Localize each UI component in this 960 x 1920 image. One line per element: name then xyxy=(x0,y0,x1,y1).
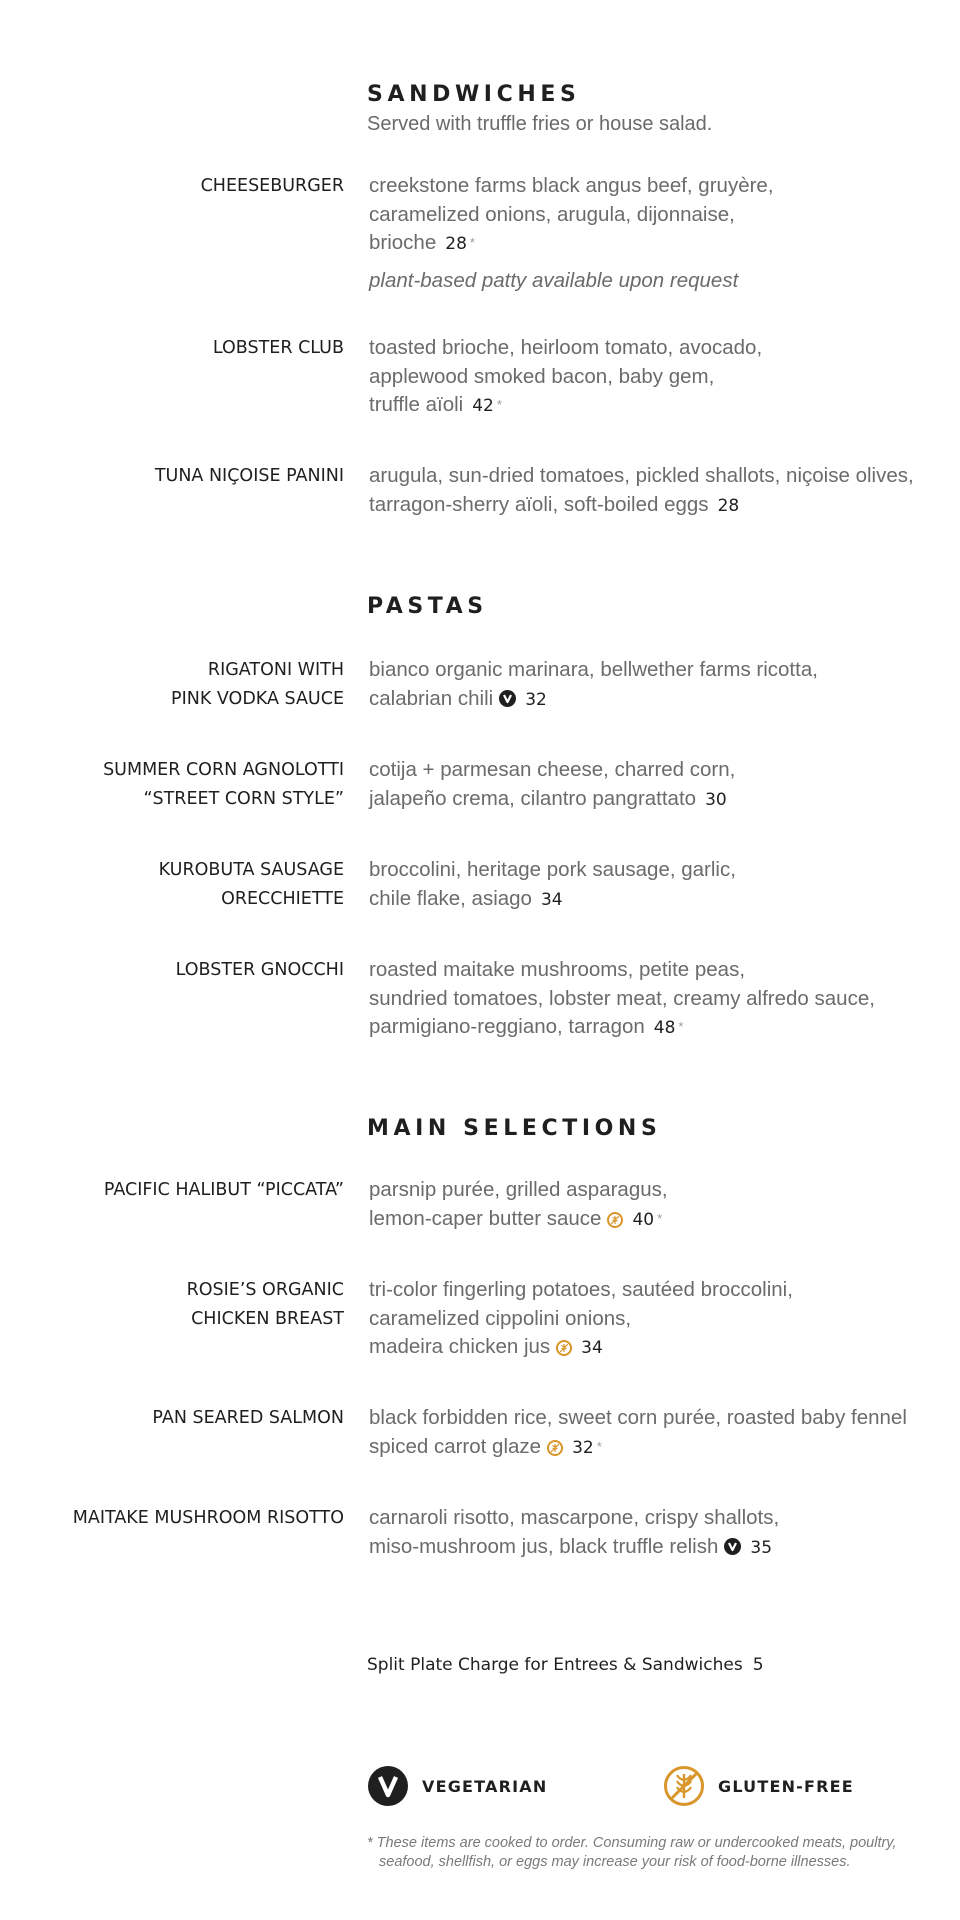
item-desc-line: miso-mushroom jus, black truffle relish xyxy=(369,1534,719,1558)
item-price: 32 xyxy=(525,689,547,710)
item-name xyxy=(24,462,344,491)
item-price: 34 xyxy=(581,1338,603,1359)
item-desc-line: caramelized onions, arugula, dijonnaise, xyxy=(369,202,735,226)
item-name xyxy=(24,856,344,914)
item-name-line: RIGATONI WITH xyxy=(207,660,344,680)
footnote xyxy=(367,1834,957,1872)
footnote-line: * These items are cooked to order. Consuming raw or undercooked meats, poultry, xyxy=(367,1835,897,1851)
item-desc-line: brioche xyxy=(369,231,437,255)
item-name-line: CHICKEN BREAST xyxy=(191,1309,344,1329)
item-name-line: PAN SEARED SALMON xyxy=(152,1408,344,1428)
item-description xyxy=(369,172,954,295)
item-desc-line: truffle aïoli xyxy=(369,393,464,417)
item-desc-line: toasted brioche, heirloom tomato, avocado, xyxy=(369,336,763,359)
item-price: 30 xyxy=(705,789,727,810)
item-desc-line: black forbidden rice, sweet corn purée, roasted baby fennel xyxy=(369,1406,907,1429)
item-desc-line: cotija + parmesan cheese, charred corn, xyxy=(369,758,736,781)
item-desc-line: jalapeño crema, cilantro pangrattato xyxy=(369,786,697,810)
item-description xyxy=(369,462,954,520)
item-description xyxy=(369,856,954,914)
item-desc-line: lemon-caper butter sauce xyxy=(369,1206,602,1230)
vegetarian-icon xyxy=(499,690,516,707)
footnote-line: seafood, shellfish, or eggs may increase your risk of food-borne illnesses. xyxy=(379,1854,851,1870)
item-name-line: “STREET CORN STYLE” xyxy=(143,789,344,809)
item-desc-line: parsnip purée, grilled asparagus, xyxy=(369,1178,668,1201)
item-description xyxy=(369,1176,954,1234)
vegetarian-icon xyxy=(367,1765,409,1807)
section-title-pastas: PASTAS xyxy=(367,594,488,619)
item-desc-line: applewood smoked bacon, baby gem, xyxy=(369,364,715,388)
split-charge-price: 5 xyxy=(752,1655,764,1675)
gluten-free-icon xyxy=(556,1340,572,1356)
item-price: 42 xyxy=(472,396,494,417)
item-name-line: PINK VODKA SAUCE xyxy=(171,689,344,709)
item-name-line: PACIFIC HALIBUT “PICCATA” xyxy=(103,1180,344,1200)
cooked-to-order-star: * xyxy=(678,1019,684,1035)
gluten-free-icon xyxy=(663,1765,705,1807)
item-name xyxy=(24,1276,344,1334)
item-description xyxy=(369,334,954,421)
split-charge-label: Split Plate Charge for Entrees & Sandwiches xyxy=(367,1655,743,1675)
item-desc-line: parmigiano-reggiano, tarragon xyxy=(369,1015,645,1039)
item-description xyxy=(369,756,954,814)
cooked-to-order-star: * xyxy=(596,1438,602,1454)
cooked-to-order-star: * xyxy=(496,397,502,413)
cooked-to-order-star: * xyxy=(657,1210,663,1226)
item-desc-line: roasted maitake mushrooms, petite peas, xyxy=(369,958,746,981)
item-description xyxy=(369,656,954,714)
item-name-line: LOBSTER CLUB xyxy=(212,338,344,358)
item-price: 35 xyxy=(750,1537,773,1558)
legend-label-vegetarian: VEGETARIAN xyxy=(422,1777,548,1796)
item-desc-line: madeira chicken jus xyxy=(369,1335,551,1359)
item-description xyxy=(369,1276,954,1363)
item-name xyxy=(24,756,344,814)
item-price: 32 xyxy=(572,1437,594,1458)
section-title-main-selections: MAIN SELECTIONS xyxy=(367,1116,662,1141)
cooked-to-order-star: * xyxy=(469,235,475,251)
item-description xyxy=(369,1504,954,1562)
item-description xyxy=(369,1404,954,1462)
item-price: 28 xyxy=(717,495,740,516)
section-subtitle-sandwiches: Served with truffle fries or house salad. xyxy=(367,113,713,135)
item-name xyxy=(24,1176,344,1205)
item-price: 34 xyxy=(540,889,563,910)
item-price: 48 xyxy=(653,1018,676,1039)
item-desc-line: tri-color fingerling potatoes, sautéed broccolini, xyxy=(369,1278,793,1301)
item-name-line: CHEESEBURGER xyxy=(200,176,344,196)
item-desc-line: spiced carrot glaze xyxy=(369,1434,542,1458)
item-name xyxy=(24,334,344,363)
item-desc-line: broccolini, heritage pork sausage, garlic, xyxy=(369,858,736,881)
gluten-free-icon xyxy=(547,1440,563,1456)
item-name xyxy=(24,1504,344,1533)
item-name-line: KUROBUTA SAUSAGE xyxy=(158,860,344,880)
item-price: 28 xyxy=(445,234,467,255)
item-name-line: TUNA NIÇOISE PANINI xyxy=(154,466,344,486)
split-plate-charge xyxy=(367,1655,764,1675)
item-name-line: ORECCHIETTE xyxy=(221,889,344,909)
item-desc-line: bianco organic marinara, bellwether farms ricotta, xyxy=(369,658,818,681)
item-desc-line: tarragon-sherry aïoli, soft-boiled eggs xyxy=(369,492,709,516)
item-name-line: MAITAKE MUSHROOM RISOTTO xyxy=(72,1508,344,1528)
vegetarian-icon xyxy=(724,1538,741,1555)
legend-gluten-free xyxy=(663,1765,854,1809)
item-name-line: ROSIE’S ORGANIC xyxy=(186,1280,344,1300)
item-desc-line: caramelized cippolini onions, xyxy=(369,1306,632,1330)
gluten-free-icon xyxy=(607,1212,623,1228)
item-name-line: LOBSTER GNOCCHI xyxy=(175,960,344,980)
item-name xyxy=(24,172,344,201)
item-name-line: SUMMER CORN AGNOLOTTI xyxy=(103,760,344,780)
item-note: plant-based patty available upon request xyxy=(369,268,739,292)
item-price: 40 xyxy=(632,1209,655,1230)
item-desc-line: creekstone farms black angus beef, gruyère, xyxy=(369,174,774,197)
item-desc-line: sundried tomatoes, lobster meat, creamy alfredo sauce, xyxy=(369,986,875,1010)
item-name xyxy=(24,1404,344,1433)
item-name xyxy=(24,956,344,985)
legend-label-gluten-free: GLUTEN-FREE xyxy=(718,1777,854,1796)
section-title-sandwiches: SANDWICHES xyxy=(367,82,581,107)
item-desc-line: arugula, sun-dried tomatoes, pickled shallots, niçoise olives, xyxy=(369,464,914,487)
item-name xyxy=(24,656,344,714)
item-description xyxy=(369,956,954,1043)
item-desc-line: carnaroli risotto, mascarpone, crispy shallots, xyxy=(369,1506,780,1529)
item-desc-line: calabrian chili xyxy=(369,686,494,710)
item-desc-line: chile flake, asiago xyxy=(369,886,532,910)
legend-vegetarian xyxy=(367,1765,548,1809)
